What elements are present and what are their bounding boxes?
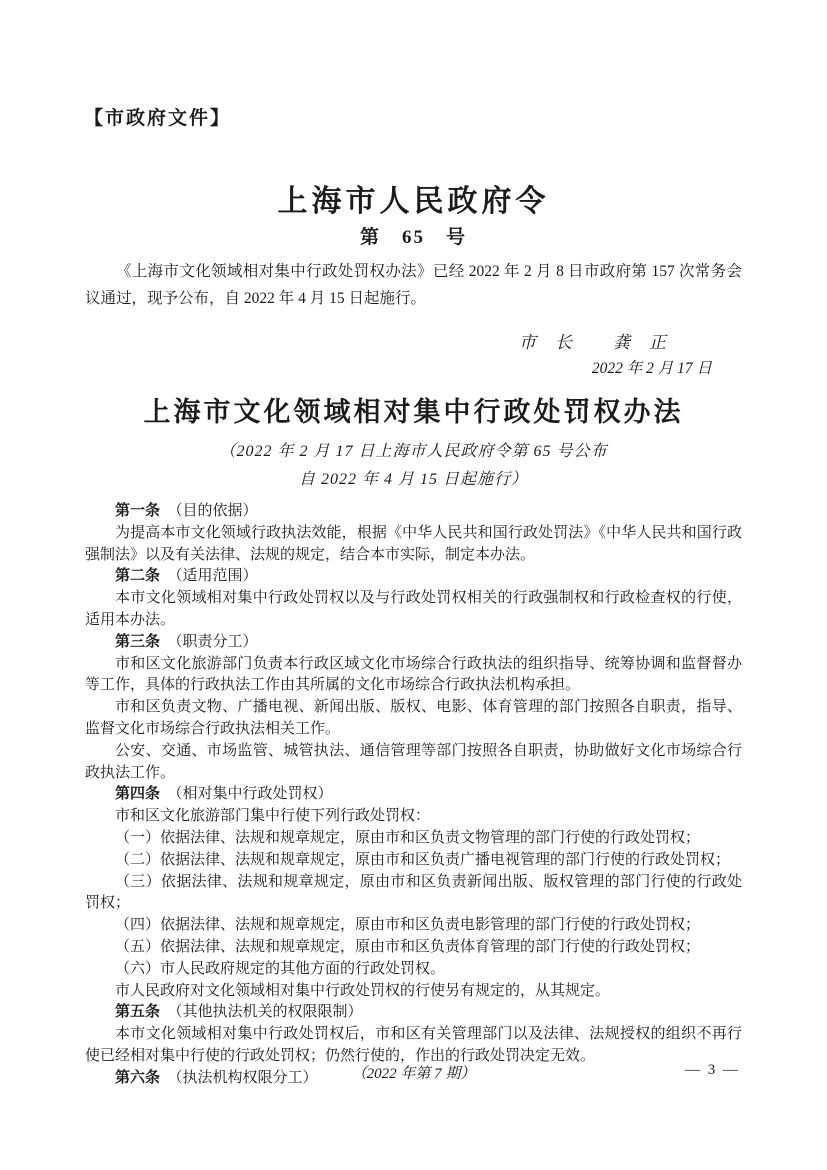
regulation-subtitle-line2: 自 2022 年 4 月 15 日起施行） xyxy=(298,471,528,488)
article-heading: 第五条 （其他执法机关的权限限制） xyxy=(115,1004,363,1021)
article-heading: 第三条 （职责分工） xyxy=(115,633,258,650)
article-heading: 第六条 （执法机构权限分工） xyxy=(115,1069,318,1086)
signature-date: 2022 年 2 月 17 日 xyxy=(591,360,712,377)
article-label: 第六条 xyxy=(115,1069,161,1086)
decree-title: 上海市人民政府令 xyxy=(277,185,550,218)
article-heading: 第一条 （目的依据） xyxy=(115,503,258,519)
footer-issue-label: （2022 年第 7 期） xyxy=(351,1066,476,1082)
decree-number: 第 65 号 xyxy=(359,227,467,248)
body-paragraph: （六）市人民政府规定的其他方面的行政处罚权。 xyxy=(115,960,446,977)
signature-line xyxy=(85,328,742,353)
body-paragraph: （四）依据法律、法规和规章规定，原由市和区负责电影管理的部门行使的行政处罚权； xyxy=(115,917,701,934)
regulation-paragraphs xyxy=(85,501,742,1090)
body-paragraph: 市和区文化旅游部门负责本行政区域文化市场综合行政执法的组织指导、统筹协调和监督督办等工作，具体的行政执法工作由其所属的文化市场综合行政执法机构承担。 xyxy=(85,655,742,694)
article-heading: 第四条 （相对集中行政处罚权） xyxy=(115,786,333,803)
body-paragraph: 为提高本市文化领域行政执法效能，根据《中华人民共和国行政处罚法》《中华人民共和国行政强制法》以及有关法律、法规的规定，结合本市实际，制定本办法。 xyxy=(85,524,742,563)
article-label: 第一条 xyxy=(115,503,161,519)
decree-body-paragraph: 《上海市文化领域相对集中行政处罚权办法》已经 2022 年 2 月 8 日市政府第 157 次常务会议通过，现予公布，自 2022 年 4 月 15 日起施行。 xyxy=(85,263,742,307)
article-label: 第四条 xyxy=(115,786,161,803)
body-paragraph: 市和区负责文物、广播电视、新闻出版、版权、电影、体育管理的部门按照各自职责，指导、监督文化市场综合行政执法相关工作。 xyxy=(85,699,742,737)
body-paragraph: 本市文化领域相对集中行政处罚权以及与行政处罚权相关的行政强制权和行政检查权的行使，适用本办法。 xyxy=(85,590,742,628)
body-paragraph: （五）依据法律、法规和规章规定，原由市和区负责体育管理的部门行使的行政处罚权； xyxy=(115,938,701,955)
regulation-subtitle-line1: （2022 年 2 月 17 日上海市人民政府令第 65 号公布 xyxy=(219,443,608,460)
body-paragraph: （一）依据法律、法规和规章规定，原由市和区负责文物管理的部门行使的行政处罚权； xyxy=(115,829,701,846)
footer-page-number: — 3 — xyxy=(685,1062,740,1078)
body-paragraph: 本市文化领域相对集中行政处罚权后，市和区有关管理部门以及法律、法规授权的组织不再行使已经相对集中行使的行政处罚权；仍然行使的，作出的行政处罚决定无效。 xyxy=(85,1026,742,1064)
body-paragraph: 市和区文化旅游部门集中行使下列行政处罚权： xyxy=(115,808,431,825)
signer-title: 市 长 xyxy=(519,333,573,352)
regulation-title: 上海市文化领域相对集中行政处罚权办法 xyxy=(143,397,684,427)
article-label: 第五条 xyxy=(115,1004,161,1021)
article-label: 第三条 xyxy=(115,633,161,650)
article-heading: 第二条 （适用范围） xyxy=(115,568,258,585)
body-paragraph: （二）依据法律、法规和规章规定，原由市和区负责广播电视管理的部门行使的行政处罚权； xyxy=(115,851,731,868)
section-label: 【市政府文件】 xyxy=(84,108,232,129)
article-label: 第二条 xyxy=(115,568,161,585)
signer-name: 龚 正 xyxy=(613,333,667,352)
body-paragraph: 市人民政府对文化领域相对集中行政处罚权的行使另有规定的，从其规定。 xyxy=(115,982,611,999)
body-paragraph: 公安、交通、市场监管、城管执法、通信管理等部门按照各自职责，协助做好文化市场综合行政执法工作。 xyxy=(85,742,742,781)
body-paragraph: （三）依据法律、法规和规章规定，原由市和区负责新闻出版、版权管理的部门行使的行政处罚权； xyxy=(85,873,742,912)
